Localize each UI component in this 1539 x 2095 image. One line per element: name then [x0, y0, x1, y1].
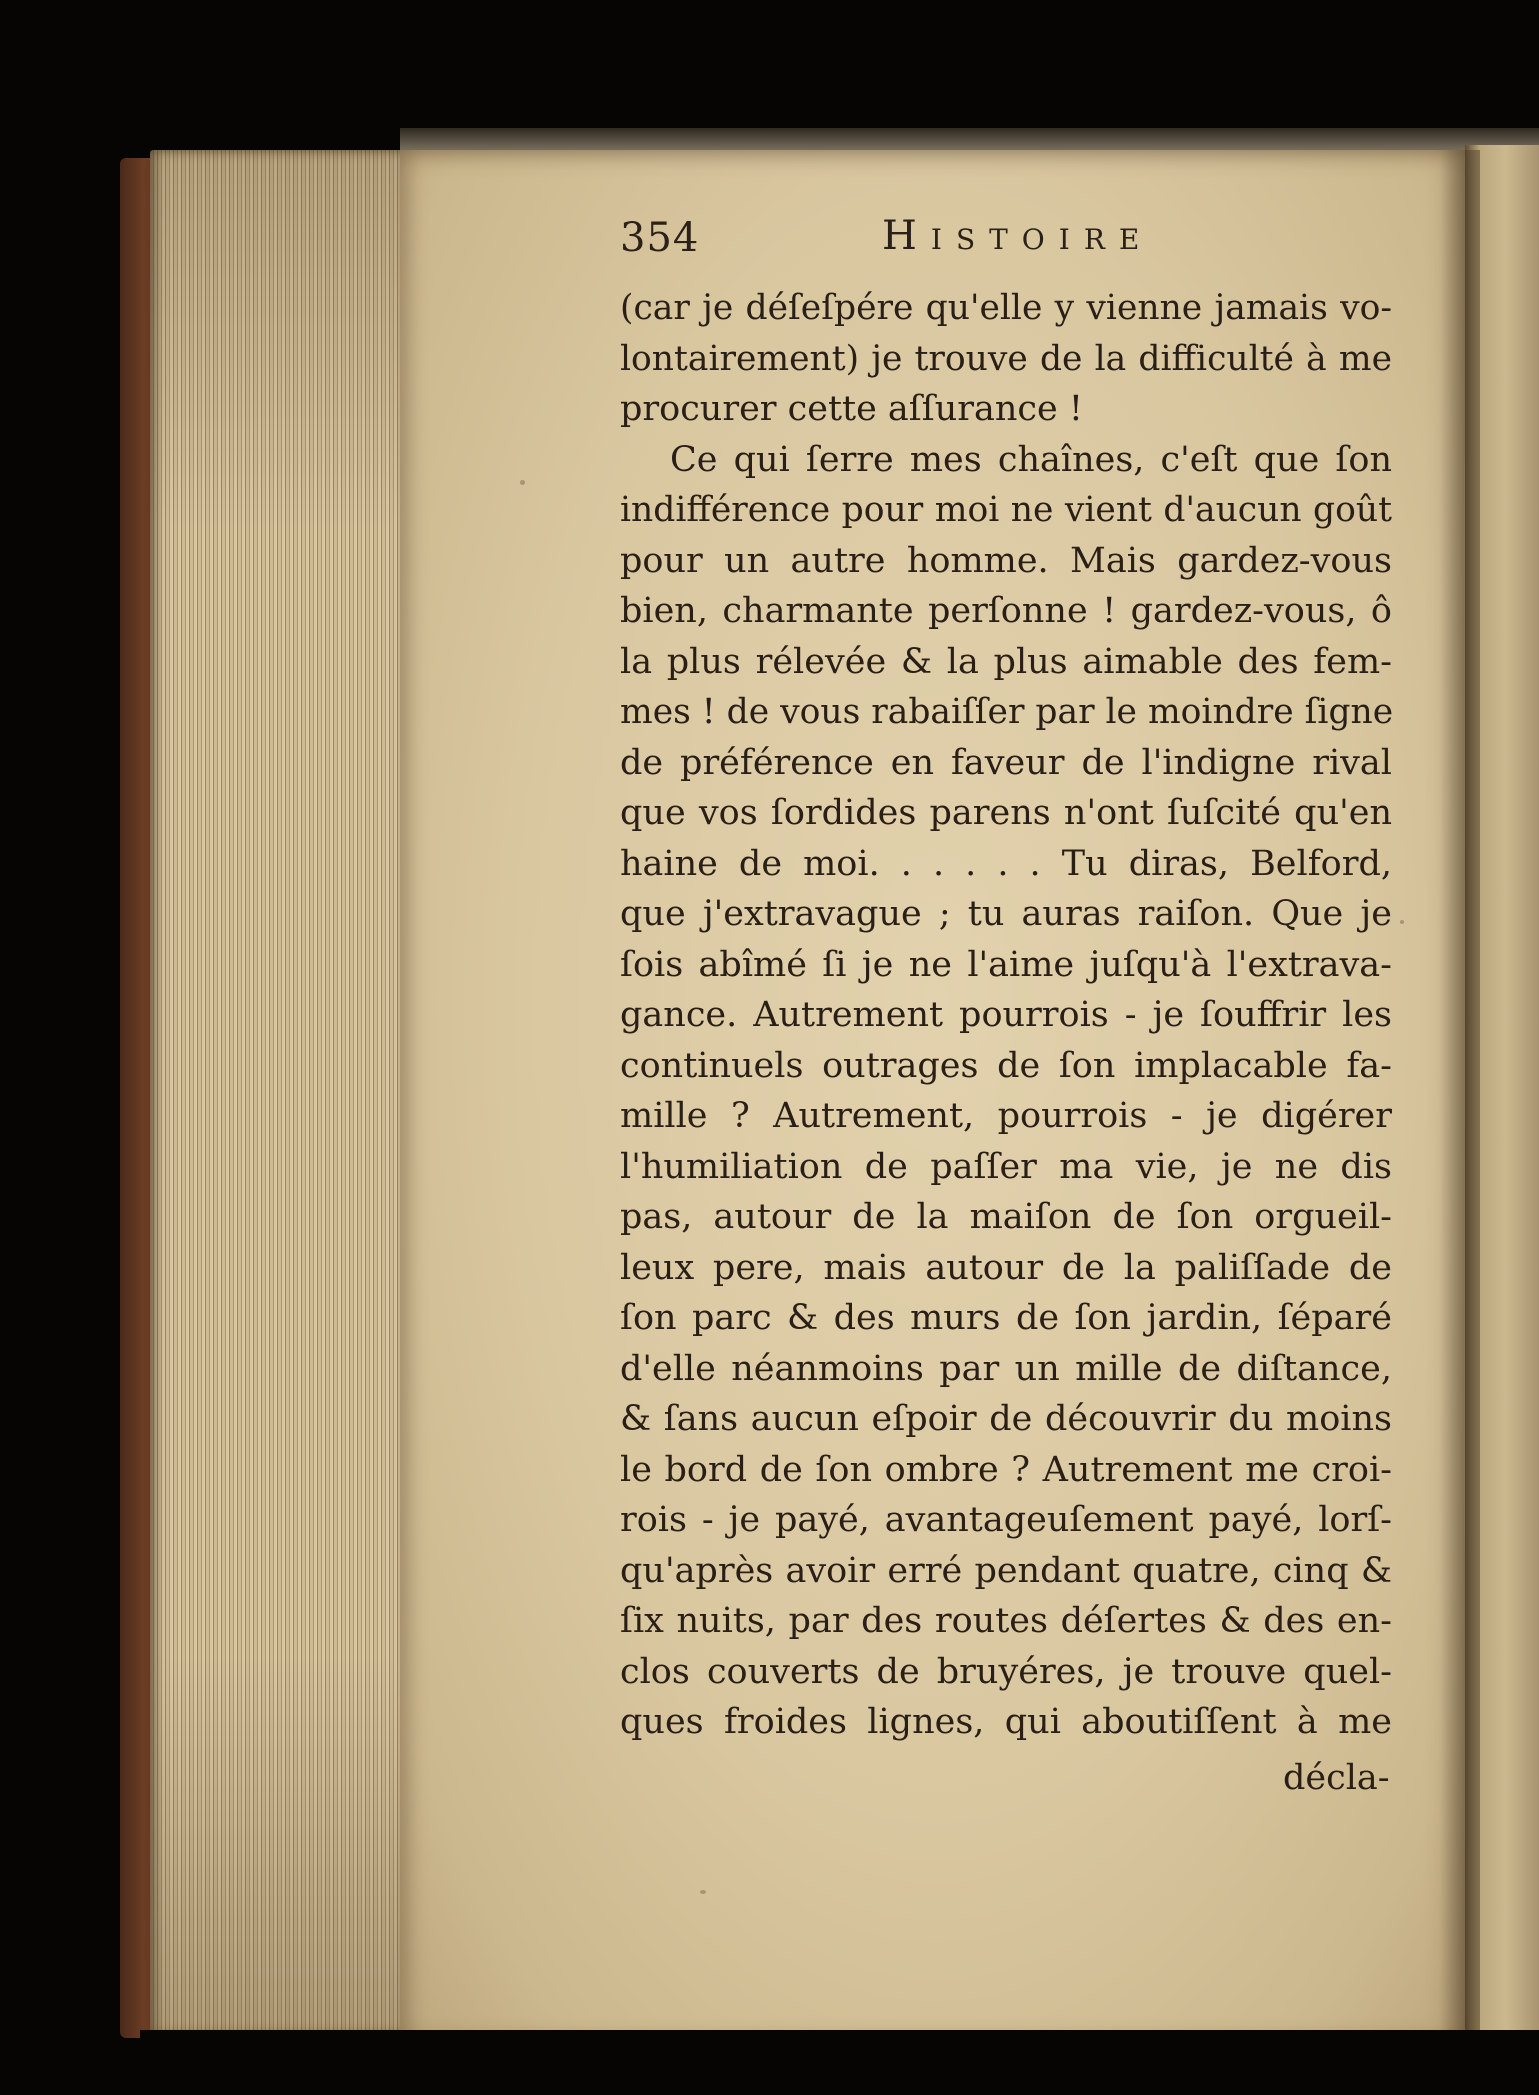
- text-line: bien, charmante perſonne ! gardez-vous, ô: [620, 591, 1392, 631]
- text-line: qu'après avoir erré pendant quatre, cinq &: [620, 1550, 1392, 1591]
- page-number: 354: [620, 215, 700, 261]
- text-line: ſois abîmé ſi je ne l'aime juſqu'à l'extrava-: [620, 944, 1392, 985]
- running-title: Histoire: [882, 213, 1154, 259]
- paper-speck: [700, 1890, 706, 1894]
- background-bottom: [140, 2030, 1539, 2095]
- text-line: mes ! de vous rabaiſſer par le moindre ſigne: [620, 692, 1394, 732]
- text-line: gance. Autrement pourrois - je ſouffrir les: [620, 995, 1392, 1035]
- text-line: procurer cette aſſurance !: [620, 389, 1083, 429]
- text-line: mille ? Autrement, pourrois - je digérer: [620, 1096, 1392, 1136]
- text-line: que vos ſordides parens n'ont ſuſcité qu'en: [620, 793, 1392, 833]
- text-line: & ſans aucun eſpoir de découvrir du moins: [620, 1399, 1392, 1439]
- running-head: [620, 215, 1410, 275]
- text-line: lontairement) je trouve de la difficulté à me: [620, 338, 1392, 379]
- text-line: le bord de ſon ombre ? Autrement me croi-: [620, 1449, 1392, 1490]
- text-line: ſon parc & des murs de ſon jardin, ſéparé: [620, 1298, 1392, 1338]
- text-line: Ce qui ſerre mes chaînes, c'eſt que ſon: [670, 439, 1392, 480]
- text-line: l'humiliation de paſſer ma vie, je ne dis: [620, 1146, 1392, 1187]
- text-line: de préférence en faveur de l'indigne rival: [620, 742, 1392, 783]
- text-line: continuels outrages de ſon implacable fa-: [620, 1045, 1392, 1086]
- text-line: que j'extravague ; tu auras raiſon. Que je: [620, 894, 1392, 934]
- page-edges: [150, 150, 415, 2035]
- text-line: rois - je payé, avantageuſement payé, lorſ-: [620, 1500, 1392, 1540]
- text-line: clos couverts de bruyéres, je trouve quel-: [620, 1651, 1392, 1692]
- text-line: (car je déſeſpére qu'elle y vienne jamais vo-: [620, 288, 1392, 328]
- gutter-shadow: [1440, 150, 1480, 2045]
- paper-speck: [1400, 920, 1404, 924]
- text-line: haine de moi. . . . . . Tu diras, Belford,: [620, 843, 1392, 884]
- text-line: d'elle néanmoins par un mille de diſtance,: [620, 1348, 1392, 1389]
- catchword: décla-: [1283, 1758, 1390, 1798]
- text-line: ques froides lignes, qui aboutiſſent à me: [620, 1702, 1392, 1742]
- text-line: leux pere, mais autour de la paliſſade de: [620, 1247, 1392, 1288]
- text-line: indifférence pour moi ne vient d'aucun goût: [620, 490, 1392, 530]
- text-line: ſix nuits, par des routes déſertes & des en-: [620, 1601, 1392, 1641]
- text-line: pas, autour de la maiſon de ſon orgueil-: [620, 1197, 1392, 1237]
- text-line: la plus rélevée & la plus aimable des fem-: [620, 641, 1392, 682]
- page-body-text: [620, 283, 1392, 1748]
- paper-speck: [520, 480, 525, 485]
- text-line: pour un autre homme. Mais gardez-vous: [620, 540, 1392, 581]
